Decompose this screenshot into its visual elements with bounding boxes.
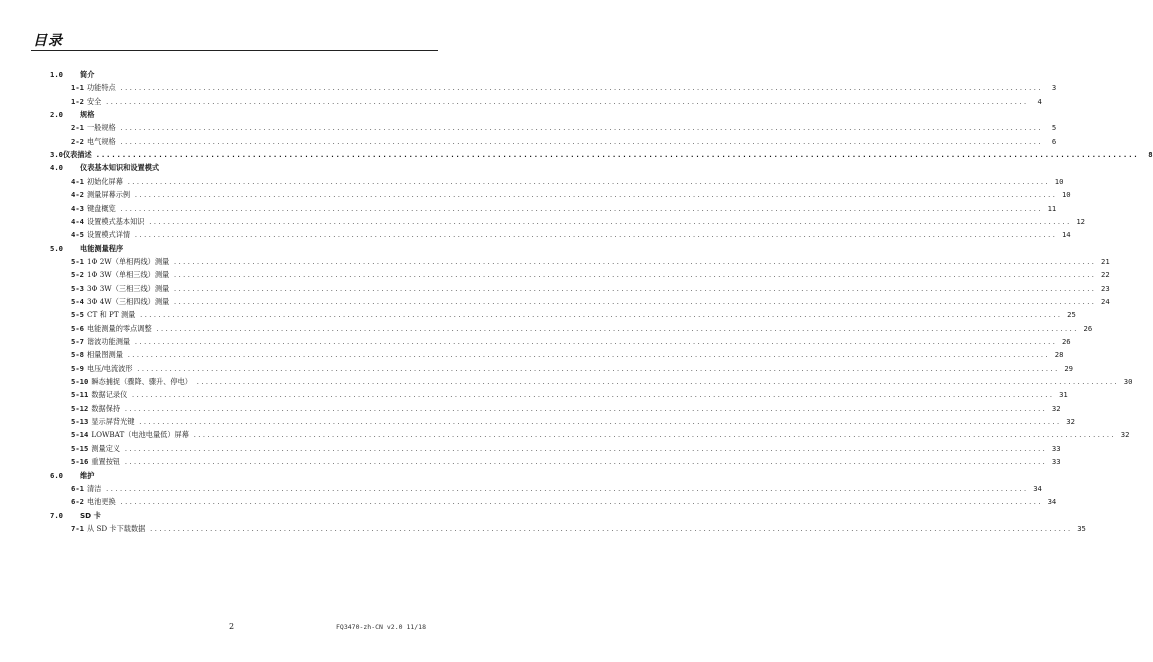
toc-section[interactable] xyxy=(50,509,383,522)
toc-section-title: SD 卡 xyxy=(80,510,101,520)
toc-item-number: 5-12 xyxy=(71,403,89,413)
toc-page-number: 5 xyxy=(1051,123,1057,133)
toc-leader-dots: ........................................................................................................................................................................................................ xyxy=(119,499,1043,507)
toc-item-number: 6-1 xyxy=(71,483,84,493)
toc-item-number: 5-5 xyxy=(71,310,84,320)
toc-leader-dots: ........................................................................................................................................................................................................ xyxy=(149,525,1072,533)
toc-item-number: 5-16 xyxy=(71,457,89,467)
toc-item[interactable] xyxy=(71,388,1068,401)
toc-item-number: 4-2 xyxy=(71,190,84,200)
toc-item-number: 5-4 xyxy=(71,296,84,306)
toc-section-number: 6.0 xyxy=(50,470,63,480)
toc-page-number: 31 xyxy=(1059,390,1068,400)
toc-item[interactable] xyxy=(71,322,1093,335)
toc-item-title: 测量定义 xyxy=(91,443,121,453)
title-rule xyxy=(31,50,438,51)
toc-item-number: 5-14 xyxy=(71,430,89,440)
toc-item-number: 6-2 xyxy=(71,497,84,507)
toc-item[interactable] xyxy=(71,255,1110,268)
toc-item[interactable] xyxy=(71,402,1061,415)
toc-item-title: 设置模式基本知识 xyxy=(86,216,145,226)
toc-item-title: 数据记录仪 xyxy=(91,390,128,400)
toc-leader-dots: ........................................................................................................................................................................................................ xyxy=(173,272,1096,280)
toc-page-number: 32 xyxy=(1066,417,1075,427)
toc-section[interactable] xyxy=(50,108,383,121)
toc-page-number: 8 xyxy=(1148,150,1153,160)
toc-page-number: 32 xyxy=(1051,403,1061,413)
toc-item-number: 1-2 xyxy=(71,96,84,106)
toc-item[interactable] xyxy=(71,308,1076,321)
toc-item[interactable] xyxy=(71,415,1075,428)
toc-item-number: 5-3 xyxy=(71,283,84,293)
toc-leader-dots: ........................................................................................................................................................................................................ xyxy=(134,339,1057,346)
toc-leader-dots: ........................................................................................................................................................................................................ xyxy=(173,298,1096,306)
toc-section[interactable] xyxy=(50,148,1153,161)
toc-section-title: 规格 xyxy=(80,110,95,120)
toc-item-number: 4-4 xyxy=(71,216,84,226)
toc-leader-dots: ........................................................................................................................................................................................................ xyxy=(126,178,1050,186)
toc-item[interactable] xyxy=(71,295,1110,308)
toc-section-number: 1.0 xyxy=(50,70,63,79)
toc-item-number: 2-2 xyxy=(71,136,84,146)
toc-page-number: 12 xyxy=(1076,216,1085,226)
toc-page-number: 28 xyxy=(1054,350,1064,360)
toc-leader-dots: ........................................................................................................................................................................................................ xyxy=(119,85,1043,93)
toc-item-title: 相量图测量 xyxy=(86,350,123,360)
toc-section-title: 简介 xyxy=(80,70,95,79)
toc-item-number: 4-3 xyxy=(71,203,84,213)
toc-item-title: 3Φ 4W（三相四线）测量 xyxy=(86,296,170,306)
toc-page-number: 34 xyxy=(1047,497,1057,507)
toc-item[interactable] xyxy=(71,202,1057,215)
toc-item-title: 从 SD 卡下载数据 xyxy=(86,523,146,533)
toc-leader-dots: ........................................................................................................................................................................................................ xyxy=(148,218,1071,226)
toc-item-number: 5-1 xyxy=(71,256,84,266)
toc-item[interactable] xyxy=(71,268,1110,281)
toc-page-number: 10 xyxy=(1061,190,1071,200)
toc-page-number: 6 xyxy=(1051,136,1057,146)
toc-item[interactable] xyxy=(71,188,1071,201)
toc-item[interactable] xyxy=(71,455,1061,468)
toc-section-title: 仪表基本知识和设置模式 xyxy=(80,163,160,173)
toc-section-title: 维护 xyxy=(80,470,95,480)
toc-item[interactable] xyxy=(71,175,1064,188)
toc-leader-dots: ........................................................................................................................................................................................................ xyxy=(138,419,1061,427)
toc-leader-dots: ........................................................................................................................................................................................................ xyxy=(119,205,1043,213)
toc-page-number: 35 xyxy=(1077,523,1086,533)
toc-page-number: 33 xyxy=(1051,457,1061,467)
toc-leader-dots: ........................................................................................................................................................................................................ xyxy=(173,258,1096,266)
toc-page-number: 29 xyxy=(1064,363,1074,373)
toc-section-number: 5.0 xyxy=(50,243,63,253)
toc-item[interactable] xyxy=(71,81,1057,94)
toc-page-number: 32 xyxy=(1120,430,1130,440)
toc-leader-dots: ........................................................................................................................................................................................................ xyxy=(139,312,1062,320)
page-title: 目录 xyxy=(33,33,63,49)
toc-item-title: 重置按钮 xyxy=(91,457,121,467)
toc-item-number: 4-1 xyxy=(71,176,84,186)
toc-page-number: 4 xyxy=(1037,96,1042,106)
toc-section-number: 4.0 xyxy=(50,163,63,173)
toc-item-title: 测量屏幕示例 xyxy=(86,190,131,200)
toc-item-title: 电压/电流波形 xyxy=(86,363,133,373)
toc-item-title: CT 和 PT 测量 xyxy=(86,310,136,320)
toc-page-number: 23 xyxy=(1101,283,1110,293)
toc-item-number: 5-9 xyxy=(71,363,84,373)
toc-item[interactable] xyxy=(71,375,1133,388)
toc-item-title: 1Φ 2W（单相两线）测量 xyxy=(86,256,170,266)
toc-item[interactable] xyxy=(71,362,1074,375)
toc-item-title: 功能特点 xyxy=(86,83,116,93)
toc-item-number: 5-15 xyxy=(71,443,89,453)
toc-item[interactable] xyxy=(71,482,1042,495)
toc-item-number: 1-1 xyxy=(71,83,84,93)
toc-item[interactable] xyxy=(71,348,1064,361)
toc-leader-dots: ........................................................................................................................................................................................................ xyxy=(134,232,1057,240)
toc-item-title: 显示屏背光键 xyxy=(91,417,135,427)
toc-item-title: 清洁 xyxy=(86,483,102,493)
toc-leader-dots: ........................................................................................................................................................................................................ xyxy=(105,98,1028,106)
toc-leader-dots: ........................................................................................................................................................................................................ xyxy=(173,285,1096,293)
toc-item[interactable] xyxy=(71,215,1085,228)
toc-leader-dots: ........................................................................................................................................................................................................ xyxy=(124,445,1047,453)
toc-page-number: 11 xyxy=(1047,203,1057,213)
toc-page-number: 30 xyxy=(1123,377,1133,387)
toc-item-number: 5-8 xyxy=(71,350,84,360)
footer-page-number: 2 xyxy=(229,622,235,631)
toc-section-number: 2.0 xyxy=(50,110,63,120)
footer-doc-id: FQ3470-zh-CN v2.0 11/18 xyxy=(336,623,427,631)
toc-item[interactable] xyxy=(71,121,1057,134)
toc-item[interactable] xyxy=(71,282,1110,295)
toc-item-title: 一般规格 xyxy=(86,123,116,133)
toc-page-number: 22 xyxy=(1101,270,1110,280)
toc-section[interactable] xyxy=(50,161,383,174)
toc-section[interactable] xyxy=(50,469,383,482)
toc-leader-dots: ........................................................................................................................................................................................................ xyxy=(155,325,1079,333)
toc-leader-dots: ........................................................................................................................................................................................................ xyxy=(134,192,1057,200)
toc-section-number: 3.0 xyxy=(50,150,63,160)
toc-item-title: 键盘概览 xyxy=(86,203,116,213)
toc-leader-dots: ........................................................................................................................................................................................................ xyxy=(136,365,1060,373)
toc-item-title: 数据保持 xyxy=(91,403,121,413)
toc-item-number: 5-10 xyxy=(71,377,89,387)
toc-page-number: 34 xyxy=(1033,483,1042,493)
toc-item[interactable] xyxy=(71,95,1042,108)
toc-item-number: 4-5 xyxy=(71,230,84,240)
toc-item-title: 电能测量的零点调整 xyxy=(86,323,152,333)
toc-item-number: 5-7 xyxy=(71,337,84,346)
toc-item-title: 电池更换 xyxy=(86,497,116,507)
toc-leader-dots: ........................................................................................................................................................................................................ xyxy=(126,352,1050,360)
toc-item-title: 设置模式详情 xyxy=(86,230,131,240)
toc-item[interactable] xyxy=(71,228,1071,241)
toc-page-number: 10 xyxy=(1054,176,1064,186)
toc-item-title: 瞬态捕捉（骤降、骤升、停电） xyxy=(91,377,192,387)
toc-page-number: 26 xyxy=(1083,323,1093,333)
toc-leader-dots: ........................................................................................................................................................................................................ xyxy=(95,151,1139,160)
toc-item-number: 5-6 xyxy=(71,323,84,333)
toc-section[interactable] xyxy=(50,68,383,81)
toc-leader-dots: ........................................................................................................................................................................................................ xyxy=(105,485,1028,493)
toc-item[interactable] xyxy=(71,442,1061,455)
toc-leader-dots: ........................................................................................................................................................................................................ xyxy=(195,379,1119,387)
toc-section-number: 7.0 xyxy=(50,510,63,520)
toc-page-number: 25 xyxy=(1067,310,1076,320)
toc-page-number: 14 xyxy=(1061,230,1071,240)
toc-item-number: 5-2 xyxy=(71,270,84,280)
toc-item-number: 5-13 xyxy=(71,417,89,427)
toc-page-number: 24 xyxy=(1101,296,1110,306)
toc-item-title: 电气规格 xyxy=(86,136,116,146)
toc-item-title: 谐波功能测量 xyxy=(86,337,131,346)
toc-item[interactable] xyxy=(71,428,1130,441)
toc-section[interactable] xyxy=(50,242,383,255)
toc-item-title: 初始化屏幕 xyxy=(86,176,123,186)
toc-section-title: 仪表描述 xyxy=(62,150,92,160)
toc-item-number: 5-11 xyxy=(71,390,89,400)
toc-leader-dots: ........................................................................................................................................................................................................ xyxy=(192,432,1116,440)
toc-item[interactable] xyxy=(71,495,1057,508)
toc-leader-dots: ........................................................................................................................................................................................................ xyxy=(119,125,1043,133)
toc-page-number: 33 xyxy=(1051,443,1061,453)
toc-page-number: 26 xyxy=(1061,337,1071,346)
toc-page-number: 3 xyxy=(1051,83,1057,93)
toc-leader-dots: ........................................................................................................................................................................................................ xyxy=(124,405,1047,413)
toc-leader-dots: ........................................................................................................................................................................................................ xyxy=(131,392,1054,400)
toc-item-title: 3Φ 3W（三相三线）测量 xyxy=(86,283,170,293)
toc-item-title: 1Φ 3W（单相三线）测量 xyxy=(86,270,170,280)
toc-item-title: 安全 xyxy=(86,96,102,106)
toc-item[interactable] xyxy=(71,522,1086,535)
toc-section-title: 电能测量程序 xyxy=(80,243,124,253)
toc-item-title: LOWBAT（电池电量低）屏幕 xyxy=(91,430,189,440)
toc-item[interactable] xyxy=(71,135,1057,148)
toc-leader-dots: ........................................................................................................................................................................................................ xyxy=(124,459,1047,467)
toc-page-number: 21 xyxy=(1101,256,1110,266)
toc-item[interactable] xyxy=(71,335,1071,348)
toc-item-number: 2-1 xyxy=(71,123,84,133)
toc-leader-dots: ........................................................................................................................................................................................................ xyxy=(119,138,1043,146)
toc-item-number: 7-1 xyxy=(71,523,84,533)
